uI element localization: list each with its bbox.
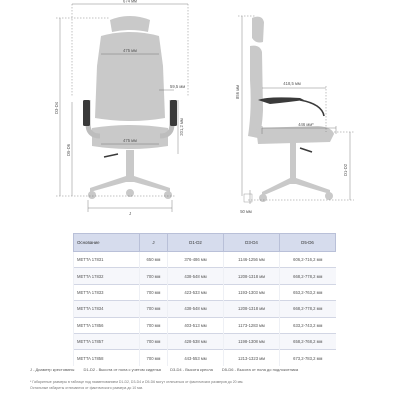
header-base: Основание <box>74 234 140 252</box>
footnote: Остальные габариты отличаются от фактического размера до 10 мм. <box>30 386 143 390</box>
table-row <box>74 333 336 349</box>
footnotes <box>30 379 370 391</box>
cell-d5d6: 633,2-743,2 мм <box>280 317 336 333</box>
dim-back-width: 475 мм <box>123 48 137 53</box>
side-gas-lift <box>290 142 296 178</box>
cell-d1d2: 438-548 мм <box>168 301 224 317</box>
cell-d1d2: 438-548 мм <box>168 268 224 284</box>
side-armrest-support <box>300 100 324 116</box>
side-headrest <box>252 17 264 43</box>
spec-table-header <box>74 234 336 252</box>
cell-d3d4: 1198-1308 мм <box>224 333 280 349</box>
cell-d1d2: 423-533 мм <box>168 284 224 300</box>
dim-armrest-offset: 59,5 мм <box>170 84 186 89</box>
header-d1d2: D1-D2 <box>168 234 224 252</box>
cell-d5d6: 673,2-783,2 мм <box>280 350 336 366</box>
cell-d3d4: 1208-1318 мм <box>224 301 280 317</box>
legend-d1d2: D1-D2 - Высота от пола с учетом сиденья <box>83 367 161 372</box>
legend <box>30 367 370 372</box>
table-row <box>74 317 336 333</box>
label-j: J <box>128 211 132 216</box>
cell-d1d2: 443-553 мм <box>168 350 224 366</box>
front-headrest <box>110 16 150 32</box>
table-row <box>74 301 336 317</box>
front-gas-lift <box>126 150 134 178</box>
cell-j: 700 мм <box>140 301 168 317</box>
cell-model: METTA 17857 <box>74 333 140 349</box>
label-d5d6: D5-D6 <box>66 143 71 157</box>
footnote: * Габаритные размеры в таблице под наименованием D1-D2, D3-D4 и D5-D6 могут отличаться от фактических размеров до 20 мм. <box>30 380 244 384</box>
table-row <box>74 284 336 300</box>
cell-d1d2: 403-513 мм <box>168 317 224 333</box>
cell-model: METTA 17831 <box>74 252 140 268</box>
cell-model: METTA 17833 <box>74 284 140 300</box>
header-d3d4: D3-D4 <box>224 234 280 252</box>
cell-j: 700 мм <box>140 284 168 300</box>
header-d5d6: D5-D6 <box>280 234 336 252</box>
cell-d5d6: 668,2-778,2 мм <box>280 268 336 284</box>
cell-j: 700 мм <box>140 317 168 333</box>
cell-d1d2: 376-486 мм <box>168 252 224 268</box>
cell-d5d6: 653,2-763,2 мм <box>280 284 336 300</box>
armrest-pad-left <box>83 100 90 126</box>
side-caster-right <box>325 192 333 200</box>
side-caster-left <box>259 194 267 202</box>
cell-d3d4: 1146-1256 мм <box>224 252 280 268</box>
front-caster-center <box>126 189 134 197</box>
cell-j: 700 мм <box>140 333 168 349</box>
cell-d3d4: 1173-1283 мм <box>224 317 280 333</box>
side-armrest <box>258 97 304 104</box>
front-seat <box>92 125 168 149</box>
dim-overall-height: 856 мм <box>235 85 240 99</box>
cell-d5d6: 658,2-768,2 мм <box>280 333 336 349</box>
label-d1d2: D1-D2 <box>343 163 348 177</box>
cell-d5d6: 668,2-778,2 мм <box>280 301 336 317</box>
cell-model: METTA 17834 <box>74 301 140 317</box>
dim-seat-width: 475 мм <box>123 138 137 143</box>
label-d3d4: D3-D4 <box>54 101 59 115</box>
side-base <box>262 178 330 196</box>
legend-d5d6: D5-D6 - Высота от пола до подлокотника <box>221 367 299 372</box>
cell-j: 650 мм <box>140 252 168 268</box>
legend-j: J - Диаметр крестовины <box>30 367 75 372</box>
legend-d3d4: D3-D4 - Высота кресла <box>170 367 213 372</box>
front-lever <box>104 154 118 157</box>
cell-d3d4: 1193-1303 мм <box>224 284 280 300</box>
armrest-pad-right <box>170 100 177 126</box>
cell-model: METTA 17858 <box>74 350 140 366</box>
dim-overall-width: 674 мм <box>123 0 137 4</box>
header-j: J <box>140 234 168 252</box>
cell-j: 700 мм <box>140 350 168 366</box>
cell-d3d4: 1208-1318 мм <box>224 268 280 284</box>
dim-caster: 50 мм <box>240 209 252 214</box>
cell-d5d6: 606,2-716,2 мм <box>280 252 336 268</box>
table-row <box>74 268 336 284</box>
dim-armrest-height: 201,2 мм <box>179 118 184 136</box>
cell-model: METTA 17856 <box>74 317 140 333</box>
dim-back-to-front: 446 мм* <box>298 122 314 127</box>
table-row <box>74 350 336 366</box>
front-backrest <box>95 32 165 121</box>
caster-detail-box <box>244 194 252 202</box>
front-caster-right <box>164 191 172 199</box>
cell-d1d2: 428-538 мм <box>168 333 224 349</box>
dim-seat-depth: 418,5 мм <box>283 81 301 86</box>
cell-model: METTA 17832 <box>74 268 140 284</box>
cell-j: 700 мм <box>140 268 168 284</box>
front-caster-left <box>88 191 96 199</box>
side-backrest <box>248 46 263 138</box>
table-row <box>74 252 336 268</box>
spec-table <box>73 233 336 366</box>
front-view-chair <box>88 16 172 199</box>
side-seat <box>256 126 334 144</box>
side-lever <box>300 148 312 152</box>
cell-d3d4: 1213-1323 мм <box>224 350 280 366</box>
